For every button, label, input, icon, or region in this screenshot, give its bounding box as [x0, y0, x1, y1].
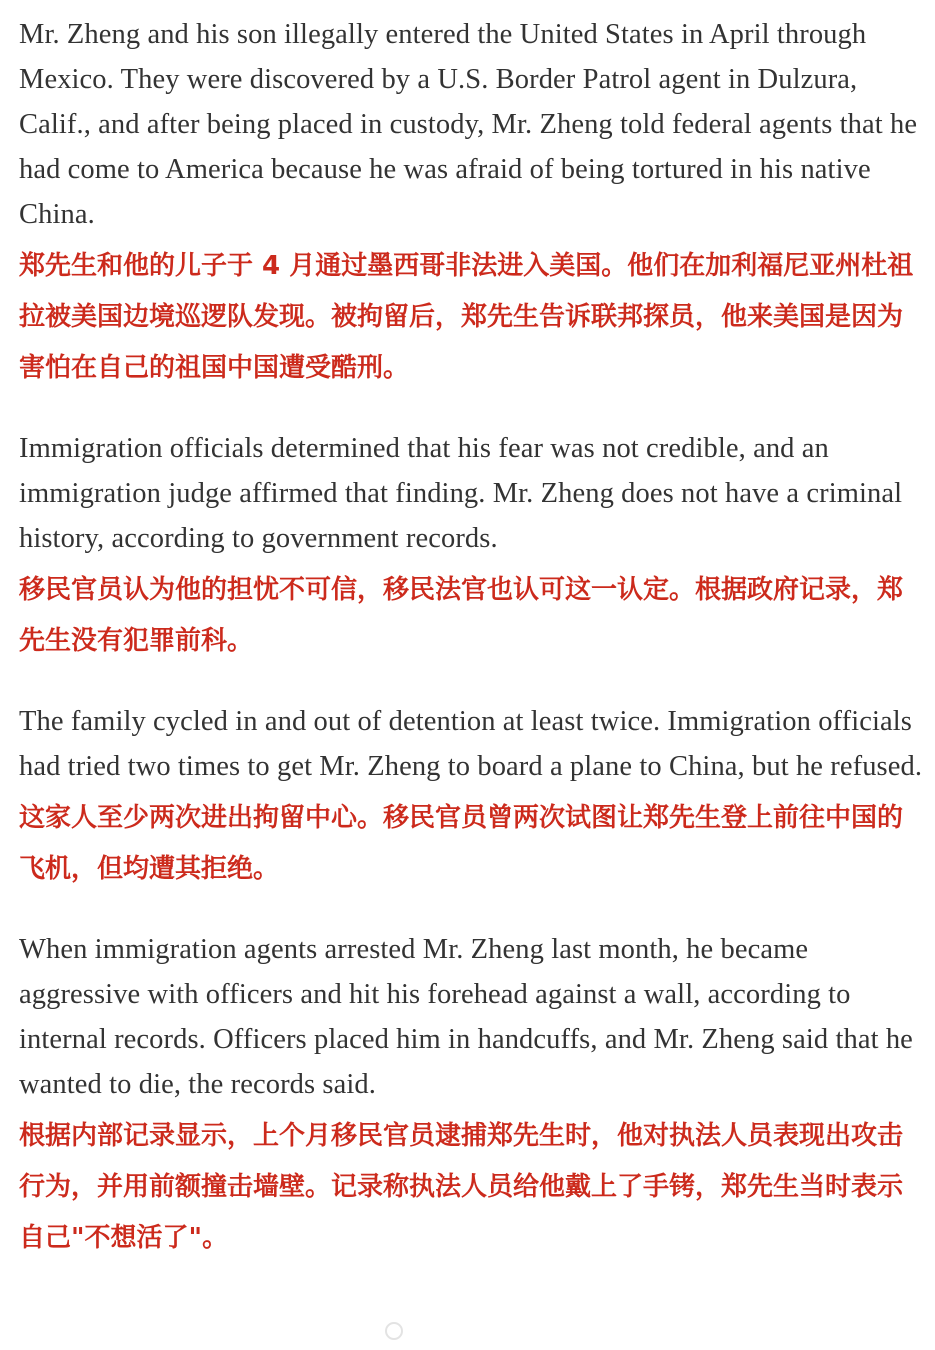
english-paragraph: When immigration agents arrested Mr. Zheng last month, he became aggressive with officers and hit his forehead against a wall, according to internal records. Officers placed him in handcuffs, and Mr. Zheng said that he wanted to die, the records said.: [19, 934, 913, 1100]
paragraph-3: [19, 699, 924, 895]
paragraph-2: [19, 426, 924, 667]
english-paragraph: Mr. Zheng and his son illegally entered the United States in April through Mexico. They were discovered by a U.S. Border Patrol agent in Dulzura, Calif., and after being placed in custody, Mr. Zheng told federal agents that he had come to America because he was afraid of being tortured in his native China.: [19, 19, 918, 230]
weibo-logo-icon: [385, 1322, 403, 1340]
english-paragraph: Immigration officials determined that his fear was not credible, and an immigration judge affirmed that finding. Mr. Zheng does not have a criminal history, according to government records.: [19, 433, 903, 554]
article-body: [19, 12, 924, 1264]
chinese-translation: 这家人至少两次进出拘留中心。移民官员曾两次试图让郑先生登上前往中国的飞机，但均遭其拒绝。: [19, 803, 904, 884]
chinese-translation: 移民官员认为他的担忧不可信，移民法官也认可这一认定。根据政府记录，郑先生没有犯罪前科。: [19, 575, 904, 656]
chinese-translation: 郑先生和他的儿子于 4 月通过墨西哥非法进入美国。他们在加利福尼亚州杜祖拉被美国边境巡逻队发现。被拘留后，郑先生告诉联邦探员，他来美国是因为害怕在自己的祖国中国遭受酷刑。: [19, 251, 914, 383]
paragraph-1: [19, 12, 924, 394]
watermark: [385, 1318, 555, 1344]
chinese-translation: 根据内部记录显示，上个月移民官员逮捕郑先生时，他对执法人员表现出攻击行为，并用前额撞击墙壁。记录称执法人员给他戴上了手铐，郑先生当时表示自己"不想活了"。: [19, 1121, 904, 1253]
english-paragraph: The family cycled in and out of detention at least twice. Immigration officials had tried two times to get Mr. Zheng to board a plane to China, but he refused.: [19, 706, 923, 782]
paragraph-4: [19, 927, 924, 1264]
